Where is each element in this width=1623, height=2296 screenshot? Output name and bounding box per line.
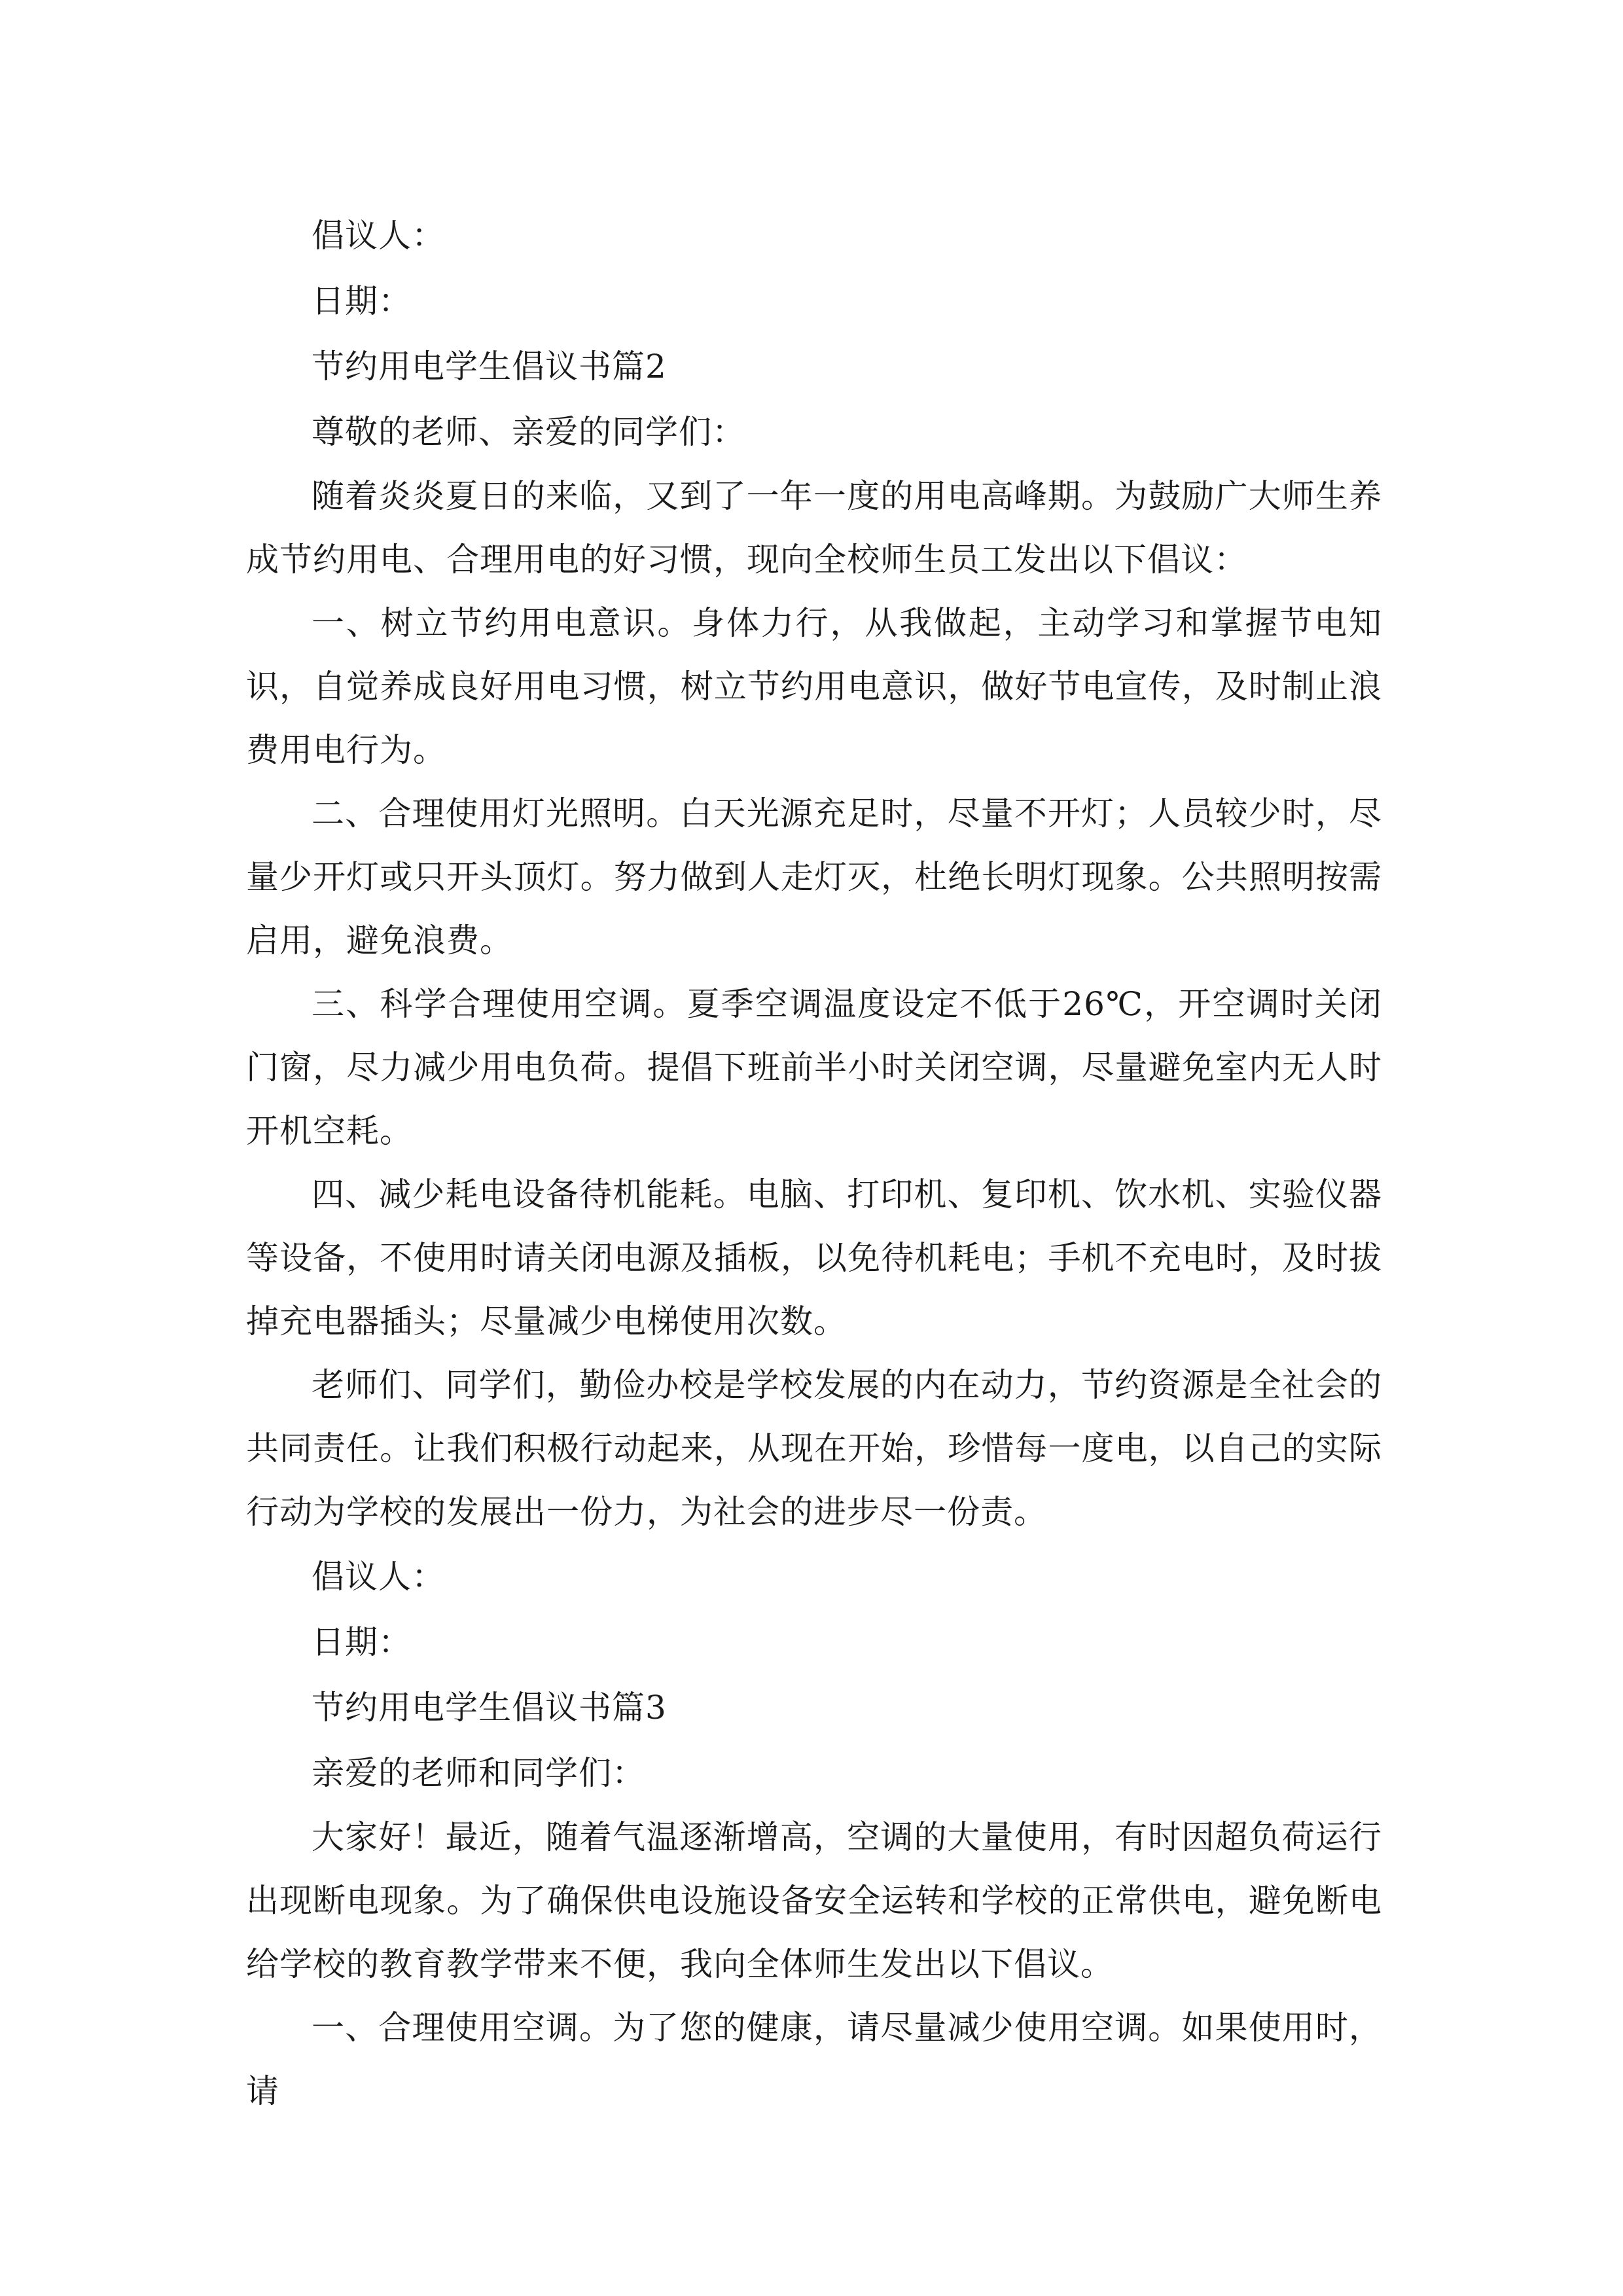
paragraph: 随着炎炎夏日的来临，又到了一年一度的用电高峰期。为鼓励广大师生养成节约用电、合理用电的好习惯，现向全校师生员工发出以下倡议： — [246, 477, 1382, 579]
salutation: 亲爱的老师和同学们： — [312, 1754, 645, 1792]
paragraph: 三、科学合理使用空调。夏季空调温度设定不低于26℃，开空调时关闭门窗，尽力减少用电负荷。提倡下班前半小时关闭空调，尽量避免室内无人时开机空耗。 — [246, 985, 1382, 1150]
paragraph: 老师们、同学们，勤俭办校是学校发展的内在动力，节约资源是全社会的共同责任。让我们积极行动起来，从现在开始，珍惜每一度电，以自己的实际行动为学校的发展出一份力，为社会的进步尽一份责。 — [246, 1366, 1382, 1531]
paragraph: 一、合理使用空调。为了您的健康，请尽量减少使用空调。如果使用时，请 — [246, 2009, 1382, 2110]
date-label: 日期： — [312, 282, 412, 320]
section-title: 节约用电学生倡议书篇3 — [312, 1689, 667, 1727]
paragraph: 大家好！最近，随着气温逐渐增高，空调的大量使用，有时因超负荷运行出现断电现象。为了确保供电设施设备安全运转和学校的正常供电，避免断电给学校的教育教学带来不便，我向全体师生发出以下倡议。 — [246, 1818, 1382, 1983]
initiator-label: 倡议人： — [312, 217, 445, 255]
document-body — [246, 203, 1382, 2123]
section-title: 节约用电学生倡议书篇2 — [312, 348, 667, 386]
paragraph: 二、合理使用灯光照明。白天光源充足时，尽量不开灯；人员较少时，尽量少开灯或只开头顶灯。努力做到人走灯灭，杜绝长明灯现象。公共照明按需启用，避免浪费。 — [246, 795, 1382, 960]
salutation: 尊敬的老师、亲爱的同学们： — [312, 413, 745, 451]
paragraph: 四、减少耗电设备待机能耗。电脑、打印机、复印机、饮水机、实验仪器等设备，不使用时请关闭电源及插板，以免待机耗电；手机不充电时，及时拔掉充电器插头；尽量减少电梯使用次数。 — [246, 1175, 1382, 1340]
paragraph: 一、树立节约用电意识。身体力行，从我做起，主动学习和掌握节电知识，自觉养成良好用电习惯，树立节约用电意识，做好节电宣传，及时制止浪费用电行为。 — [246, 604, 1382, 769]
date-label: 日期： — [312, 1623, 412, 1661]
initiator-label: 倡议人： — [312, 1558, 445, 1596]
